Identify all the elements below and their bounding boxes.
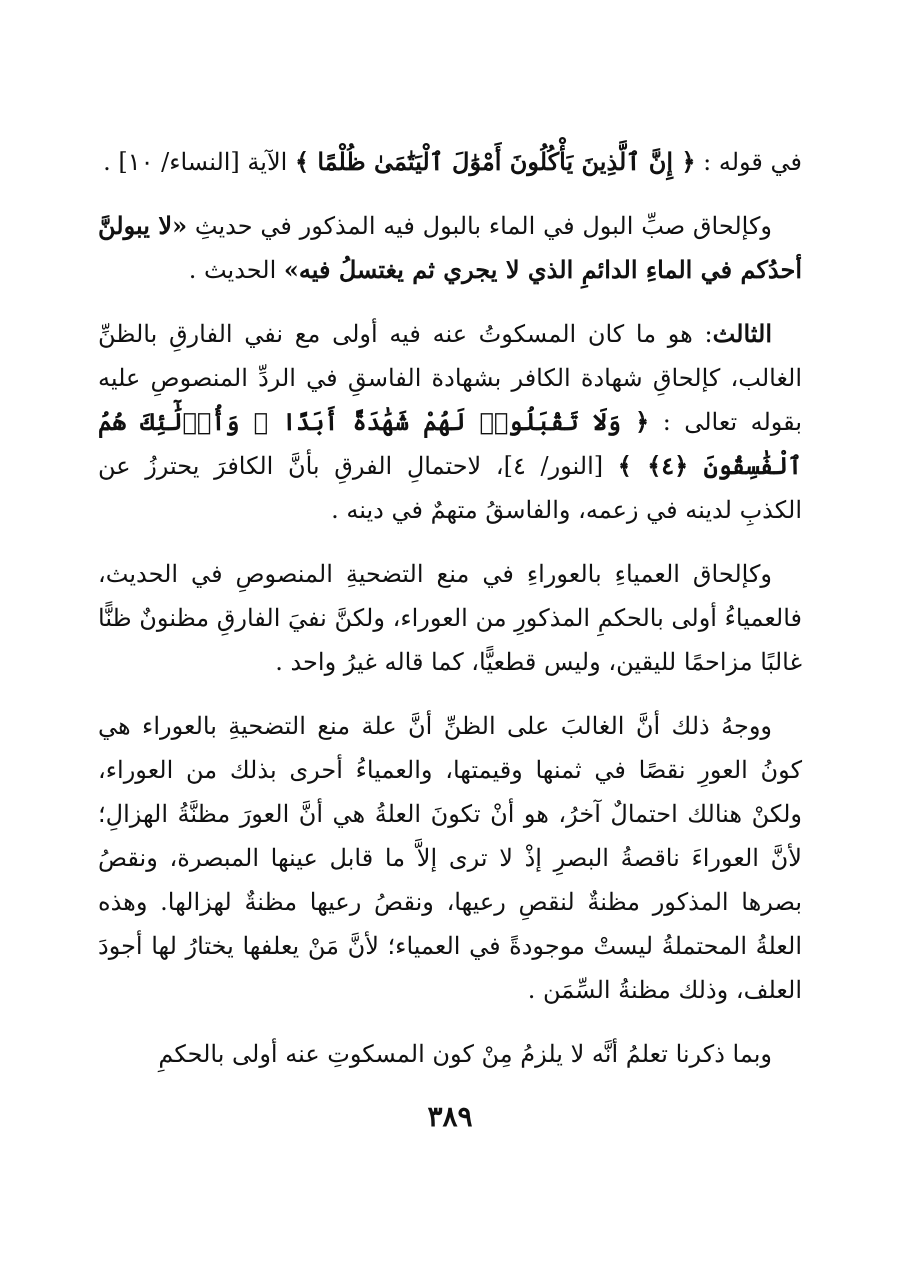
verse-reference: الآية [النساء/ ١٠] . (103, 148, 295, 176)
text-segment: الحديث . (188, 256, 284, 284)
paragraph-2 (98, 204, 802, 292)
text-segment: وكإلحاق صبِّ البول في الماء بالبول فيه المذكور في حديثِ (187, 212, 772, 240)
quran-verse: ﴿ وَلَا تَقْبَلُوا۟ لَهُمْ شَهَٰدَةً أَبَدًا ۚ وَأُو۟لَٰٓئِكَ هُمُ ٱلْفَٰسِقُونَ ﴿٤﴾ ﴾ (98, 407, 803, 480)
text-segment: : هو ما كان المسكوتُ عنه فيه أولى مع نفي الفارقِ بالظنِّ الغالب، كإلحاقِ شهادة الكافر بشهادة الفاسقِ في الردِّ المنصوصِ عليه بقوله تعالى : (98, 320, 802, 436)
quran-verse: ﴿ إِنَّ ٱلَّذِينَ يَأْكُلُونَ أَمْوَٰلَ ٱلْيَتَٰمَىٰ ظُلْمًا ﴾ (294, 147, 696, 176)
paragraph-1 (98, 140, 802, 184)
paragraph-5: ووجهُ ذلك أنَّ الغالبَ على الظنِّ أنَّ علة منع التضحيةِ بالعوراء هي كونُ العورِ نقصًا في ثمنها وقيمتها، والعمياءُ أحرى بذلك من العوراء، ولكنْ هنالك احتمالٌ آخرُ، هو أنْ تكونَ العلةُ هي أنَّ العورَ مظنَّةُ الهزالِ؛ لأنَّ العوراءَ ناقصةُ البصرِ إذْ لا ترى إلاَّ ما قابل عينها المبصرة، ونقصُ بصرها المذكور مظنةٌ لنقصِ رعيها، ونقصُ رعيها مظنةٌ لهزالها. وهذه العلةُ المحتملةُ ليستْ موجودةً في العمياء؛ لأنَّ مَنْ يعلفها يختارُ لها أجودَ العلف، وذلك مظنةُ السِّمَن . (98, 712, 803, 1004)
text-segment: في قوله : (695, 148, 802, 176)
hadith-quote: «لا يبولنَّ أحدُكم في الماءِ الدائمِ الذي لا يجري ثم يغتسلُ فيه» (98, 211, 802, 284)
page-number: ٣٨٩ (427, 1100, 473, 1133)
paragraph-6: وبما ذكرنا تعلمُ أنَّه لا يلزمُ مِنْ كون المسكوتِ عنه أولى بالحكمِ (158, 1040, 772, 1068)
paragraph-4: وكإلحاق العمياءِ بالعوراءِ في منع التضحيةِ المنصوصِ في الحديث، فالعمياءُ أولى بالحكمِ المذكورِ من العوراء، ولكنَّ نفيَ الفارقِ مظنونٌ ظنًّا غالبًا مزاحمًا لليقين، وليس قطعيًّا، كما قاله غيرُ واحد . (98, 560, 803, 676)
main-text (98, 140, 802, 1096)
paragraph-3 (98, 312, 802, 532)
section-lead: الثالث (712, 319, 772, 348)
text-segment: [النور/ ٤]، لاحتمالِ الفرقِ بأنَّ الكافرَ يحترزُ عن الكذبِ لدينه في زعمه، والفاسقُ متهمٌ في دينه . (98, 452, 802, 524)
